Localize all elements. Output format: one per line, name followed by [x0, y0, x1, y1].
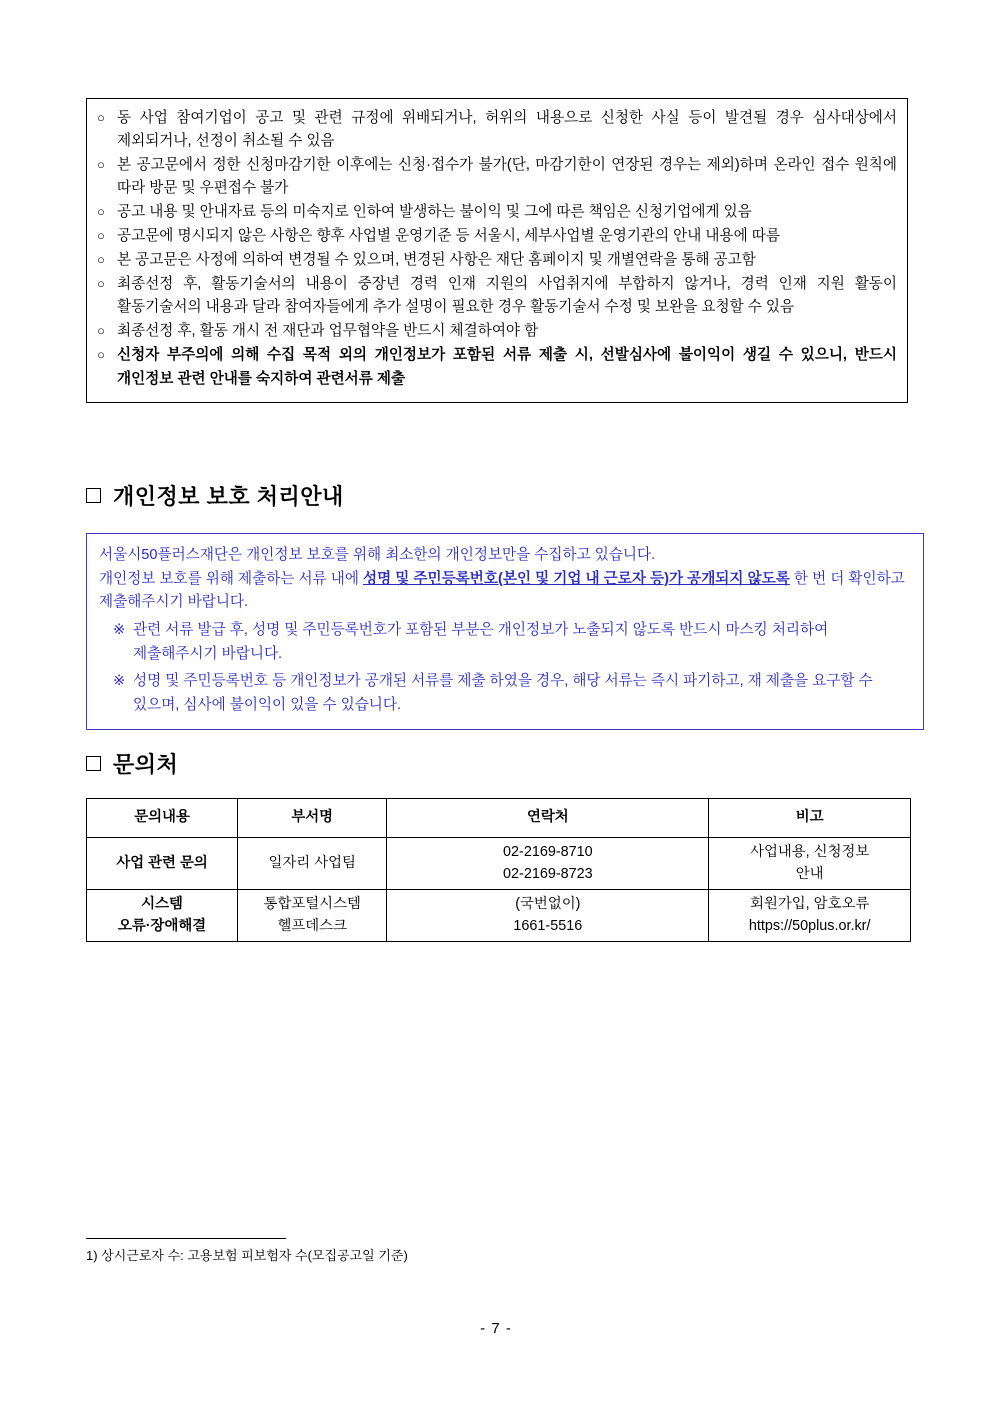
square-bullet-icon	[86, 756, 101, 771]
notice-item-emphasis	[97, 344, 897, 390]
notice-item-text: 최종선정 후, 활동 개시 전 재단과 업무협약을 반드시 체결하여야 함	[117, 323, 539, 340]
privacy-section-heading	[86, 480, 344, 511]
privacy-sub-2-body	[133, 670, 911, 717]
cell-phone-line-2: 02-2169-8723	[503, 865, 593, 882]
privacy-sub-2-emphasis-3: 심사에 불이익이 있을 수 있습니다.	[183, 696, 402, 713]
cell-department-line-2: 헬프데스크	[277, 917, 347, 934]
privacy-line-2-post: 한 번 더 확인하고 제출해주시기 바랍니다.	[99, 570, 905, 611]
cell-note	[709, 890, 911, 942]
bullet-circle-icon: ○	[97, 276, 105, 292]
privacy-sub-2-emphasis-2: 재 제출을 요구	[747, 673, 841, 690]
table-row	[87, 890, 911, 942]
bullet-circle-icon: ○	[97, 157, 105, 173]
notice-item	[97, 107, 897, 153]
privacy-sub-1-post: 해주시기 바랍니다.	[161, 645, 283, 662]
notice-item	[97, 320, 897, 343]
privacy-notice-box	[86, 533, 924, 730]
column-header-note: 비고	[709, 799, 911, 838]
notice-item	[97, 154, 897, 200]
privacy-sub-item-2	[99, 670, 911, 717]
privacy-sub-1-body	[133, 619, 911, 666]
notice-item	[97, 201, 897, 224]
cell-note-line-1: 사업내용, 신청정보	[750, 844, 870, 860]
privacy-line-1: 서울시50플러스재단은 개인정보 보호를 위해 최소한의 개인정보만을 수집하고 있습니다.	[99, 547, 656, 563]
cell-inquiry-line-1: 시스템	[141, 896, 183, 913]
notice-item-text: 최종선정 후, 활동기술서의 내용이 중장년 경력 인재 지원의 사업취지에 부합하지 않거나, 경력 인재 지원 활동이 활동기술서의 내용과 달라 참여자들에게 추가 설명이 필요한 경우 활동기술서 수정 및 보완을 요청할 수 있음	[117, 276, 897, 316]
bullet-circle-icon: ○	[97, 252, 105, 268]
cell-phone-line-1: (국번없이)	[515, 896, 581, 913]
column-header-department: 부서명	[238, 799, 387, 838]
privacy-sub-2-emphasis-1: 성명 및 주민등록번호 등 개인정보가 공개된 서류를 제출 하였을 경우, 해당 서류는 즉시 파기	[133, 673, 712, 690]
contact-section-heading	[86, 748, 178, 779]
table-header-row	[87, 799, 911, 838]
bullet-circle-icon: ○	[97, 204, 105, 220]
bullet-circle-icon: ○	[97, 347, 105, 363]
cell-note-line-1: 회원가입, 암호오류	[750, 896, 870, 913]
page-number: - 7 -	[480, 1320, 512, 1337]
contact-table	[86, 798, 911, 942]
notice-item-text: 본 공고문은 사정에 의하여 변경될 수 있으며, 변경된 사항은 재단 홈페이지 및 개별연락을 통해 공고함	[117, 252, 756, 269]
bullet-circle-icon: ○	[97, 110, 105, 125]
reference-mark-icon: ※	[113, 621, 126, 638]
cell-note	[709, 838, 911, 890]
privacy-sub-2-mid-1: 하고,	[711, 673, 748, 690]
cell-inquiry: 사업 관련 문의	[87, 838, 238, 890]
privacy-line-2-emphasis: 성명 및 주민등록번호(본인 및 기업 내 근로자 등)가 공개되지 않도록	[363, 570, 790, 587]
cell-inquiry-line-2: 오류·장애해결	[117, 917, 207, 934]
bullet-circle-icon: ○	[97, 323, 105, 339]
notice-item	[97, 273, 897, 319]
cell-department	[238, 890, 387, 942]
cell-phone-line-2: 1661-5516	[513, 917, 583, 934]
privacy-sub-1-emphasis: 성명 및 주민등록번호가 포함된 부분은 개인정보가 노출되지 않도록 반드시 마스킹 처리하여 제출	[133, 621, 829, 662]
notice-item-text: 본 공고문에서 정한 신청마감기한 이후에는 신청·접수가 불가(단, 마감기한이 연장된 경우는 제외)하며 온라인 접수 원칙에 따라 방문 및 우편접수 불가	[117, 157, 897, 197]
privacy-line-2-pre: 개인정보 보호를 위해 제출하는 서류 내에	[99, 570, 363, 587]
notice-item	[97, 249, 897, 272]
cell-phone	[387, 890, 709, 942]
contact-heading-text: 문의처	[113, 752, 179, 777]
bullet-circle-icon: ○	[97, 228, 105, 244]
notice-item-text: 공고 내용 및 안내자료 등의 미숙지로 인하여 발생하는 불이익 및 그에 따른 책임은 신청기업에게 있음	[117, 204, 752, 221]
column-header-inquiry: 문의내용	[87, 799, 238, 838]
privacy-line-2	[99, 568, 911, 615]
footnote-text: 1) 상시근로자 수: 고용보험 피보험자 수(모집공고일 기준)	[86, 1248, 408, 1263]
cell-department: 일자리 사업팀	[238, 838, 387, 890]
notice-item	[97, 225, 897, 248]
cell-phone-line-1: 02-2169-8710	[503, 844, 593, 860]
cell-phone	[387, 838, 709, 890]
privacy-heading-text: 개인정보 보호 처리안내	[113, 484, 344, 509]
contact-table-head	[87, 799, 911, 838]
footnote-divider	[86, 1238, 286, 1239]
privacy-sub-1-pre: 관련 서류 발급 후,	[133, 621, 252, 638]
notice-item-text: 동 사업 참여기업이 공고 및 관련 규정에 위배되거나, 허위의 내용으로 신청한 사실 등이 발견될 경우 심사대상에서 제외되거나, 선정이 취소될 수 있음	[117, 110, 897, 150]
privacy-sub-item-1	[99, 619, 911, 666]
notice-box	[86, 98, 908, 403]
notice-item-text: 공고문에 명시되지 않은 사항은 향후 사업별 운영기준 등 서울시, 세부사업별 운영기관의 안내 내용에 따름	[117, 228, 780, 245]
contact-table-body	[87, 838, 911, 942]
reference-mark-icon: ※	[113, 673, 126, 690]
cell-inquiry	[87, 890, 238, 942]
cell-note-line-2: https://50plus.or.kr/	[748, 917, 871, 934]
cell-department-line-1: 통합포털시스템	[263, 896, 361, 913]
notice-item-text: 신청자 부주의에 의해 수집 목적 외의 개인정보가 포함된 서류 제출 시, 선발심사에 불이익이 생길 수 있으니, 반드시 개인정보 관련 안내를 숙지하여 관련서류 제출	[117, 347, 897, 387]
column-header-phone: 연락처	[387, 799, 709, 838]
privacy-sub-2-mid-2: 할 수 있으며,	[133, 673, 873, 713]
square-bullet-icon	[86, 488, 101, 503]
table-row	[87, 838, 911, 890]
cell-note-line-2: 안내	[795, 865, 824, 882]
